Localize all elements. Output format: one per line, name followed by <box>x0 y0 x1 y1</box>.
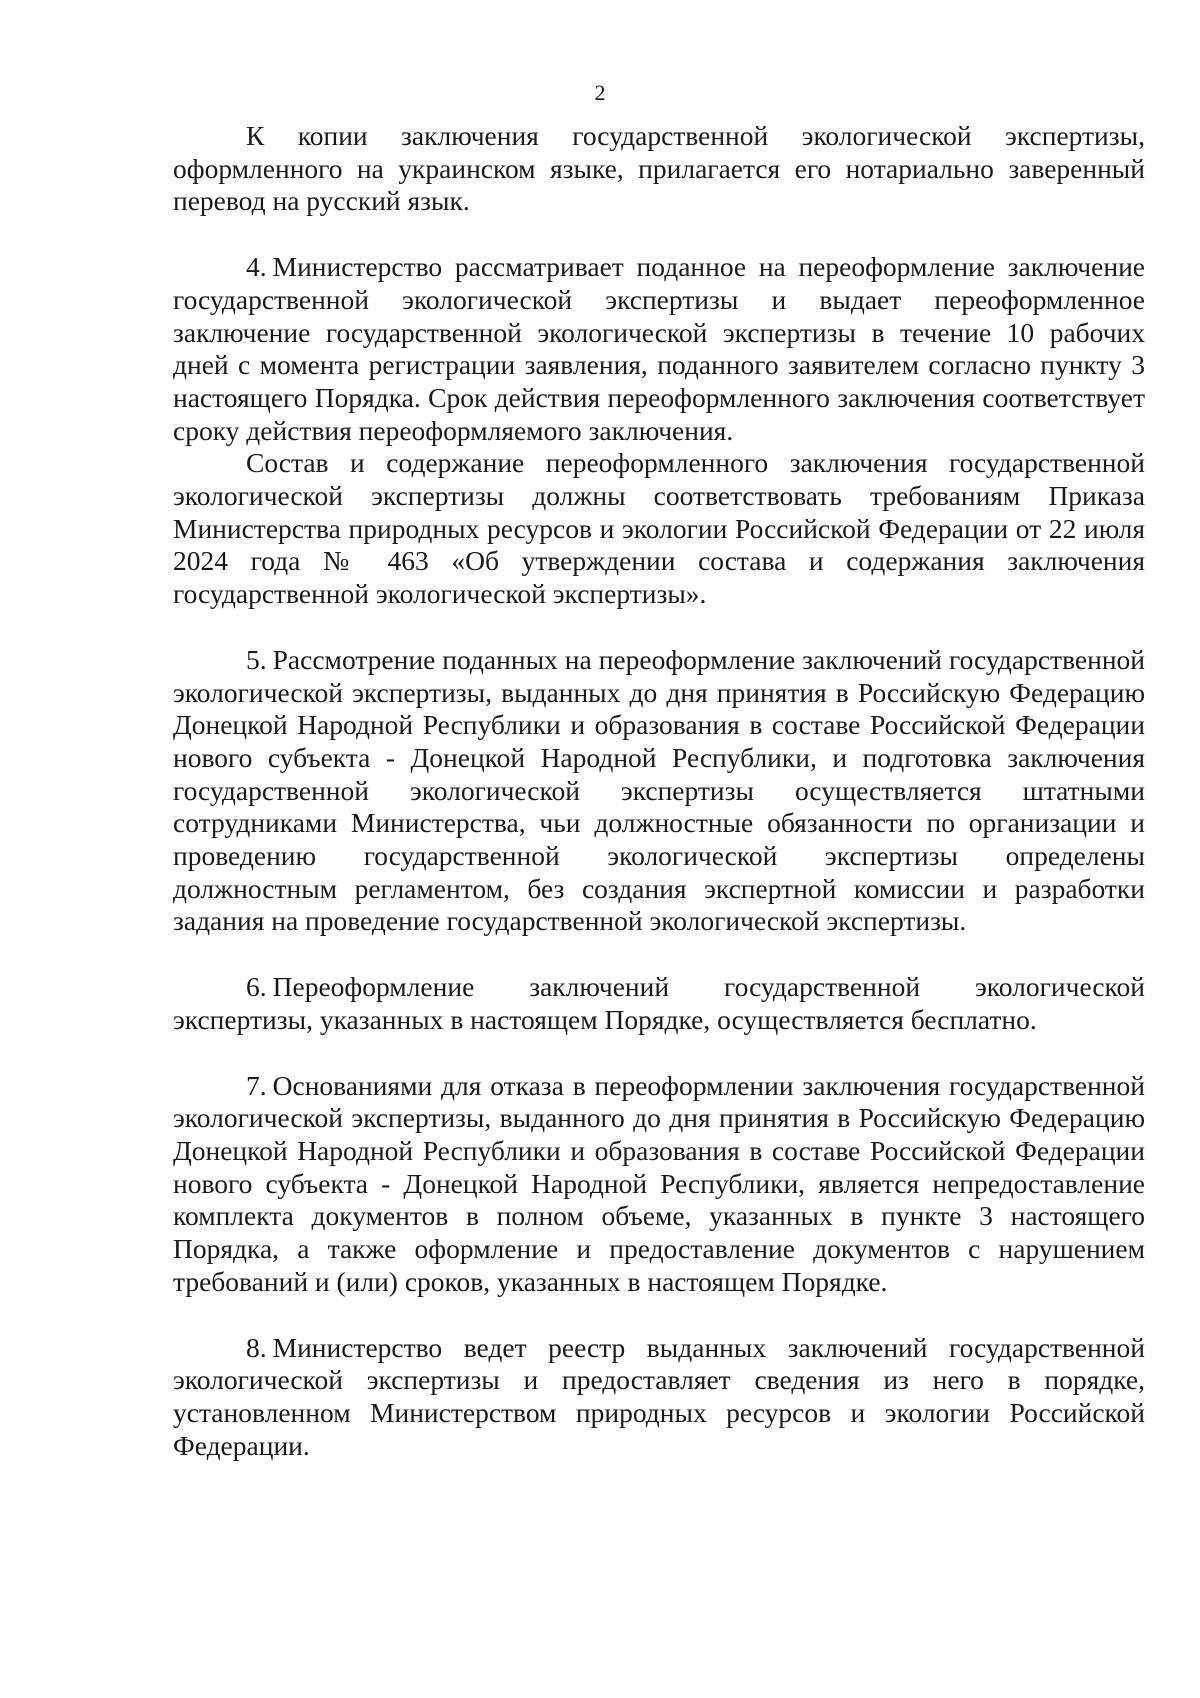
paragraph-number: 7. <box>246 1069 267 1101</box>
paragraph-number: 6. <box>246 971 267 1003</box>
paragraph-text: Министерство ведет реестр выданных заключений государственной экологической экспертизы и предоставляет сведения из него в порядке, установленном Министерством природных ресурсов и экологии Российской Федерации. <box>173 1331 1145 1461</box>
paragraph-8 <box>173 1332 1145 1463</box>
paragraph-text: Переоформление заключений государственной экологической экспертизы, указанных в настоящем Порядке, осуществляется бесплатно. <box>173 971 1145 1035</box>
document-body <box>173 120 1145 1462</box>
paragraph-text: Состав и содержание переоформленного заключения государственной экологической экспертизы должны соответствовать требованиям Приказа Министерства природных ресурсов и экологии Российской Федерации от 22 июля 2024 года № 463 «Об утверждении состава и содержания заключения государственной экологической экспертизы». <box>173 447 1145 610</box>
paragraph-number: 5. <box>246 643 267 675</box>
paragraph-4 <box>173 251 1145 447</box>
paragraph-text: Основаниями для отказа в переоформлении заключения государственной экологической экспертизы, выданного до дня принятия в Российскую Федерацию Донецкой Народной Республики и образования в составе Российской Федерации нового субъекта - Донецкой Народной Республики, является непредоставление комплекта документов в полном объеме, указанных в пункте 3 настоящего Порядка, а также оформление и предоставление документов с нарушением требований и (или) сроков, указанных в настоящем Порядке. <box>173 1069 1145 1297</box>
paragraph-number: 8. <box>246 1331 267 1363</box>
paragraph-number: 4. <box>246 251 267 283</box>
paragraph-text: К копии заключения государственной экологической экспертизы, оформленного на украинском языке, прилагается его нотариально заверенный перевод на русский язык. <box>173 120 1145 217</box>
paragraph-text: Рассмотрение поданных на переоформление заключений государственной экологической экспертизы, выданных до дня принятия в Российскую Федерацию Донецкой Народной Республики и образования в составе Российской Федерации нового субъекта - Донецкой Народной Республики, и подготовка заключения государственной экологической экспертизы осуществляется штатными сотрудниками Министерства, чьи должностные обязанности по организации и проведению государственной экологической экспертизы определены должностным регламентом, без создания экспертной комиссии и разработки задания на проведение государственной экологической экспертизы. <box>173 643 1145 937</box>
paragraph-4-continued <box>173 447 1145 611</box>
paragraph-5 <box>173 644 1145 938</box>
paragraph-6 <box>173 971 1145 1036</box>
page-number: 2 <box>594 80 606 105</box>
paragraph-intro <box>173 120 1145 218</box>
paragraph-7 <box>173 1070 1145 1299</box>
paragraph-text: Министерство рассматривает поданное на переоформление заключение государственной экологической экспертизы и выдает переоформленное заключение государственной экологической экспертизы в течение 10 рабочих дней с момента регистрации заявления, поданного заявителем согласно пункту 3 настоящего Порядка. Срок действия переоформленного заключения соответствует сроку действия переоформляемого заключения. <box>173 251 1145 446</box>
